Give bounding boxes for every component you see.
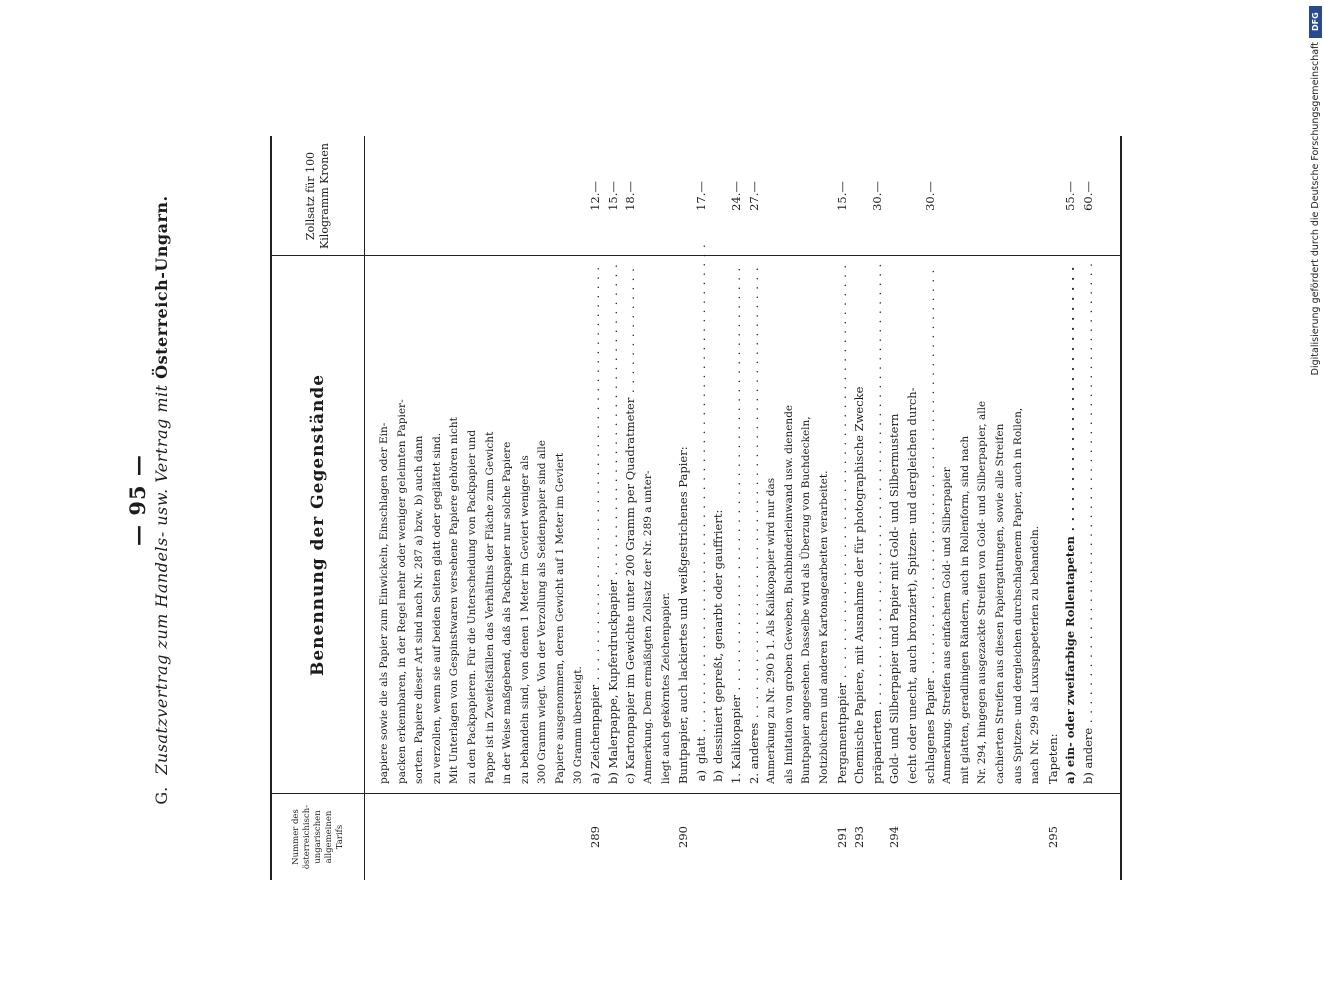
column-header-name: Benennung der Gegenstände <box>308 373 328 677</box>
running-title-country: Österreich-Ungarn. <box>152 195 171 379</box>
item-description: Buntpapier, auch lackiertes und weißgestrichenes Papier: <box>676 446 691 784</box>
item-description: a) Zeichenpapier . . . <box>587 264 603 784</box>
column-header-rate: Zollsatz für 100 Kilogramm Kronen <box>304 143 331 249</box>
duty-rate: 60.— <box>1081 181 1095 211</box>
item-description: b) andere . . . <box>1080 264 1096 784</box>
table-row <box>394 136 410 880</box>
table-row <box>746 136 762 880</box>
table-row <box>411 136 427 880</box>
duty-rate: 15.— <box>834 181 849 211</box>
table-row <box>1062 136 1078 880</box>
item-description: cachierten Streifen aus diesen Papiergattungen, sowie alle Streifen <box>994 423 1006 784</box>
table-row <box>693 136 709 880</box>
table-row <box>886 136 902 880</box>
table-row <box>464 136 480 880</box>
table-row <box>939 136 955 880</box>
table-row <box>499 136 515 880</box>
duty-rate: 18.— <box>623 181 638 211</box>
duty-rate: 30.— <box>922 181 937 211</box>
item-description: zu behandeln sind, von denen 1 Meter im Geviert weniger als <box>518 455 531 784</box>
tariff-number: 290 <box>676 826 691 848</box>
tariff-number: 289 <box>588 826 603 848</box>
table-row <box>798 136 814 880</box>
item-description: 2. anderes . . . <box>746 264 762 784</box>
running-title <box>152 0 171 1000</box>
table-row <box>675 136 691 880</box>
item-description: 300 Gramm wiegt. Von der Verzollung als Seidenpapier sind alle <box>536 439 549 784</box>
item-description: in der Weise maßgebend, daß als Packpapier nur solche Papiere <box>501 441 514 784</box>
item-description: dessiniert gepreßt, genarbt oder gauffriert: <box>711 509 726 764</box>
tariff-number: 291 <box>834 826 849 848</box>
table-row <box>570 136 586 880</box>
table-row <box>869 136 885 880</box>
tariff-number: 294 <box>887 826 902 848</box>
table-row <box>446 136 462 880</box>
table-row <box>622 136 638 880</box>
item-description: Anmerkung. Dem ermäßigten Zollsatz der Nr. 289 a unter- <box>642 470 654 784</box>
item-description: aus Spitzen- und dergleichen durchschlagenem Papier, auch in Rollen, <box>1011 407 1024 784</box>
digitization-credit <box>1308 6 1322 990</box>
dfg-logo: DFG <box>1309 6 1322 38</box>
table-row <box>1080 136 1096 880</box>
table-row <box>376 136 392 880</box>
table-row <box>974 136 990 880</box>
item-description: Nr. 294, hingegen ausgezackte Streifen von Gold- und Silberpapier, alle <box>976 400 989 784</box>
table-row <box>517 136 533 880</box>
item-description: liegt auch gekörntes Zeichenpapier. <box>659 592 672 784</box>
tariff-number: 295 <box>1045 826 1060 848</box>
column-header-number: Nummer des österreichisch-ungarischen allgemeinen Tarifs <box>290 804 345 870</box>
duty-rate: 55.— <box>1063 181 1078 211</box>
duty-rate: 12.— <box>588 181 603 211</box>
item-description: (echt oder unecht, auch bronziert), Spitzen- und dergleichen durch- <box>905 387 919 784</box>
tariff-table <box>270 136 1122 880</box>
table-row <box>816 136 832 880</box>
duty-rate: 27.— <box>746 181 761 211</box>
table-row <box>482 136 498 880</box>
credit-text: Digitalisierung gefördert durch die Deutsche Forschungsgemeinschaft <box>1309 42 1321 376</box>
item-description: Pappe ist in Zweifelsfällen das Verhältnis der Fläche zum Gewicht <box>483 431 496 784</box>
table-row <box>763 136 779 880</box>
table-row <box>922 136 938 880</box>
subitem-letter: b) <box>711 770 726 782</box>
item-description: Anmerkung. Streifen aus einfachem Gold- und Silberpapier <box>941 467 954 784</box>
duty-rate: 24.— <box>729 181 743 211</box>
item-description: Mit Unterlagen von Gespinstwaren versehene Papiere gehören nicht <box>448 417 461 784</box>
table-row <box>834 136 850 880</box>
duty-rate: 15.— <box>605 181 620 211</box>
running-title-text: Zusatzvertrag zum Handels- usw. Vertrag mit <box>152 384 171 775</box>
item-description: Buntpapier angesehen. Dasselbe wird als Überzug von Buchdeckeln, <box>800 416 813 784</box>
item-description: Chemische Papiere, mit Ausnahme der für photographische Zwecke <box>852 386 867 784</box>
table-row <box>552 136 568 880</box>
table-row <box>710 136 726 880</box>
table-row <box>957 136 973 880</box>
table-row <box>781 136 797 880</box>
duty-rate: 17.— <box>693 181 708 211</box>
table-row <box>1010 136 1026 880</box>
item-description: Tapeten: <box>1045 733 1060 784</box>
item-description: packen erkennbaren, in der Regel mehr oder weniger geleimten Papier- <box>395 399 408 784</box>
item-description: b) Malerpappe, Kupferdruckpapier . . . <box>605 264 621 784</box>
table-row <box>728 136 744 880</box>
table-row <box>534 136 550 880</box>
item-description: Gold- und Silberpapier und Papier mit Gold- und Silbermustern <box>887 413 902 784</box>
table-row <box>851 136 867 880</box>
item-description: a) ein- oder zweifarbige Rollentapeten . . . <box>1062 264 1078 784</box>
item-description: zu verzollen, wenn sie auf beiden Seiten glatt oder geglättet sind. <box>430 432 443 784</box>
item-description: 1. Kalikopapier . . . <box>728 264 744 784</box>
duty-rate: 30.— <box>869 181 884 211</box>
table-row <box>904 136 920 880</box>
table-row <box>658 136 674 880</box>
item-description: zu den Packpapieren. Für die Unterscheidung von Packpapier und <box>466 429 478 784</box>
section-letter: G. <box>152 786 171 805</box>
table-row <box>640 136 656 880</box>
tariff-number: 293 <box>852 826 867 848</box>
table-row <box>1027 136 1043 880</box>
table-row <box>587 136 603 880</box>
item-description: papiere sowie die als Papier zum Einwickeln, Einschlagen oder Ein- <box>378 422 390 784</box>
item-description: 30 Gramm übersteigt. <box>571 666 584 784</box>
item-description: c) Kartonpapier im Gewichte unter 200 Gramm per Quadratmeter . . . <box>622 264 638 784</box>
item-description: Notizbüchern und anderen Kartonagearbeiten verarbeitet. <box>818 470 830 784</box>
table-row <box>605 136 621 880</box>
item-description: präparierten . . . <box>869 264 885 784</box>
item-description: nach Nr. 299 als Luxuspapeterien zu behandeln. <box>1029 525 1042 784</box>
item-description: glatt . . . <box>693 244 709 764</box>
item-description: Anmerkung zu Nr. 290 b 1. Als Kalikopapier wird nur das <box>765 477 778 784</box>
subitem-letter: a) <box>693 770 708 782</box>
item-description: als Imitation von groben Geweben, Buchbinderleinwand usw. dienende <box>782 404 795 784</box>
item-description: mit glatten, geradlinigen Rändern, auch in Rollenform, sind nach <box>958 435 971 784</box>
page-number: — 95 — <box>125 454 150 546</box>
item-description: sorten. Papiere dieser Art sind nach Nr. 287 a) bzw. b) auch dann <box>413 435 426 784</box>
table-row <box>429 136 445 880</box>
item-description: schlagenes Papier . . . <box>922 264 938 784</box>
item-description: Pergamentpapier . . . <box>834 264 850 784</box>
table-row <box>992 136 1008 880</box>
header-rule <box>364 136 365 880</box>
item-description: Papiere ausgenommen, deren Gewicht auf 1 Meter im Geviert <box>554 452 566 784</box>
table-row <box>1045 136 1061 880</box>
